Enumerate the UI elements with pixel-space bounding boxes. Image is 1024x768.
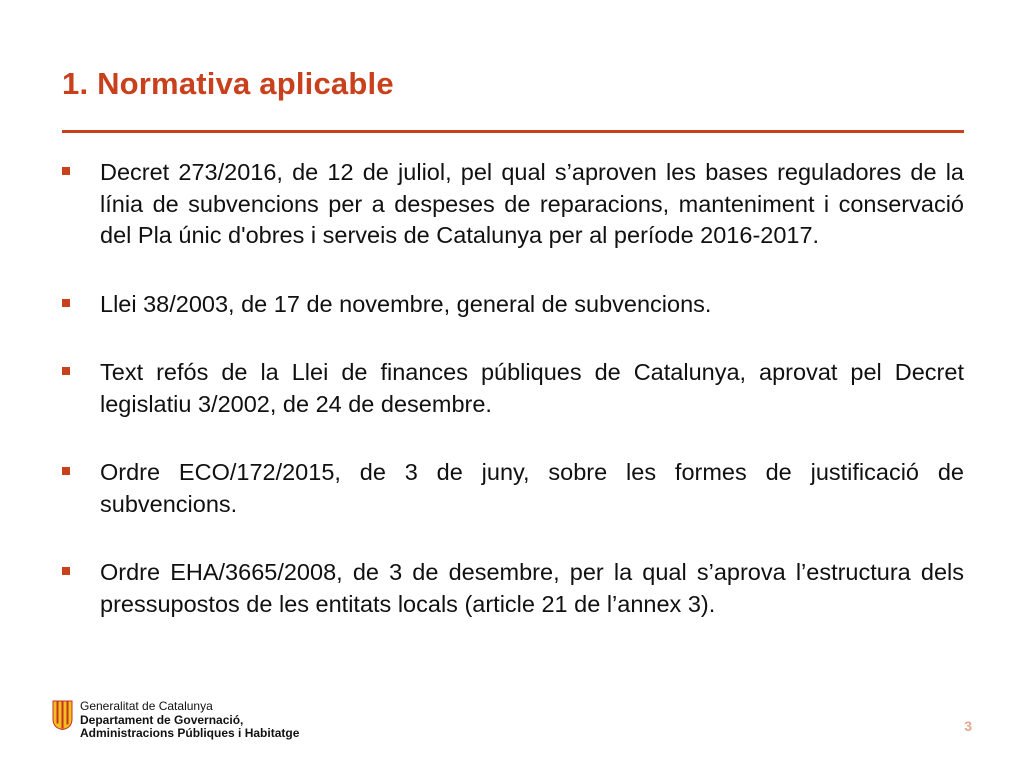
senyera-emblem-icon — [52, 700, 73, 730]
square-bullet-icon — [62, 557, 100, 588]
square-bullet-icon — [62, 157, 100, 188]
bullet-item — [62, 357, 964, 420]
bullet-item — [62, 289, 964, 321]
bullet-text: Text refós de la Llei de finances públiques de Catalunya, aprovat pel Decret legislatiu 3/2002, de 24 de desembre. — [100, 359, 964, 417]
page-number: 3 — [964, 718, 972, 734]
footer-org-line3: Administracions Públiques i Habitatge — [80, 726, 300, 740]
square-bullet-icon — [62, 457, 100, 488]
footer-organization — [80, 700, 299, 741]
bullet-text: Ordre ECO/172/2015, de 3 de juny, sobre les formes de justificació de subvencions. — [100, 459, 964, 517]
footer-org-line1: Generalitat de Catalunya — [80, 699, 213, 713]
bullet-item — [62, 457, 964, 520]
square-bullet-icon — [62, 357, 100, 388]
bullet-text: Llei 38/2003, de 17 de novembre, general de subvencions. — [100, 290, 712, 317]
bullet-item — [62, 557, 964, 620]
bullet-item — [62, 157, 964, 252]
bullet-list — [62, 157, 964, 657]
title-divider — [62, 130, 964, 133]
footer-org-line2: Departament de Governació, — [80, 712, 244, 727]
bullet-text: Ordre EHA/3665/2008, de 3 de desembre, per la qual s’aprova l’estructura dels pressupostos de les entitats locals (article 21 de l’annex 3). — [100, 559, 964, 617]
slide-title: 1. Normativa aplicable — [62, 66, 394, 101]
bullet-text: Decret 273/2016, de 12 de juliol, pel qual s’aproven les bases reguladores de la línia de subvencions per a despeses de reparacions, manteniment i conservació del Pla únic d'obres i serveis de Catalunya per al període 2016-2017. — [100, 159, 964, 248]
square-bullet-icon — [62, 289, 100, 320]
